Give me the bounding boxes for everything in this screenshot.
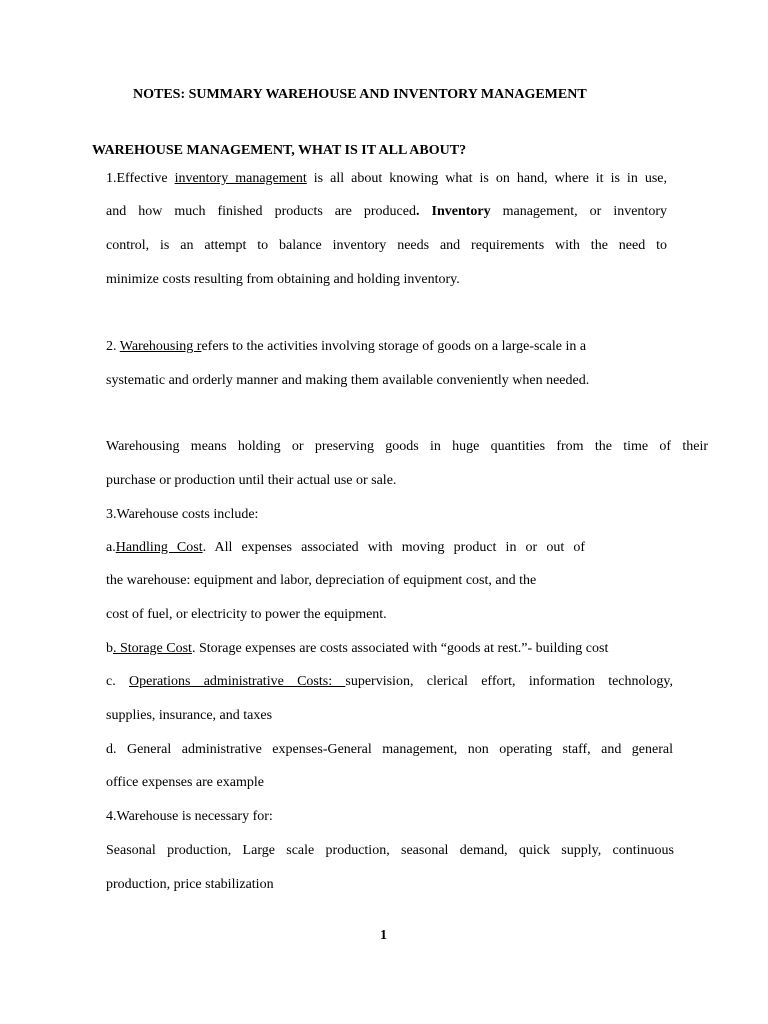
- storage-cost-line: [106, 640, 608, 658]
- p1-line-1: [106, 170, 667, 188]
- handling-cost-term: Handling Cost: [115, 540, 203, 555]
- storage-cost-suffix: . Storage expenses are costs associated with “goods at rest.”- building cost: [191, 641, 609, 656]
- operations-cost-term: Operations administrative Costs:: [129, 674, 346, 689]
- p2-line-1: [106, 338, 586, 356]
- p1-line-2-dot: .: [415, 204, 420, 219]
- general-admin-line-2: office expenses are example: [106, 775, 264, 790]
- inventory-bold-term: Inventory: [419, 204, 491, 219]
- p4-heading: 3.Warehouse costs include:: [106, 507, 259, 522]
- p2-line-1-prefix: 2.: [106, 339, 120, 354]
- p2-line-2: systematic and orderly manner and making them available conveniently when needed.: [106, 373, 590, 388]
- p1-line-3: control, is an attempt to balance inventory needs and requirements with the need to: [106, 238, 667, 253]
- p5-line-3: production, price stabilization: [106, 877, 274, 892]
- p1-line-4: minimize costs resulting from obtaining and holding inventory.: [106, 272, 460, 287]
- p1-line-1-prefix: 1.Effective: [106, 171, 175, 186]
- p1-line-1-suffix: is all about knowing what is on hand, where it is in use,: [306, 171, 667, 186]
- handling-cost-prefix: a.: [106, 540, 116, 555]
- p3-line-1: Warehousing means holding or preserving goods in huge quantities from the time of their: [106, 439, 708, 454]
- handling-cost-line-2: the warehouse: equipment and labor, depreciation of equipment cost, and the: [106, 573, 537, 588]
- operations-cost-line-2: supplies, insurance, and taxes: [106, 708, 273, 723]
- p1-line-2-suffix: management, or inventory: [490, 204, 667, 219]
- p5-heading: 4.Warehouse is necessary for:: [106, 809, 273, 824]
- p2-line-1-suffix: efers to the activities involving storage of goods on a large-scale in a: [201, 339, 587, 354]
- general-admin-line-1: d. General administrative expenses-General management, non operating staff, and general: [106, 742, 673, 757]
- section-heading: WAREHOUSE MANAGEMENT, WHAT IS IT ALL ABOUT?: [92, 143, 467, 158]
- handling-cost-suffix: . All expenses associated with moving product in or out of: [202, 540, 585, 555]
- handling-cost-line-1: [106, 539, 585, 557]
- storage-cost-prefix: b: [106, 641, 113, 656]
- page-number: 1: [380, 928, 387, 943]
- inventory-management-term: inventory management: [174, 171, 307, 186]
- p1-line-2: [106, 203, 667, 221]
- handling-cost-line-3: cost of fuel, or electricity to power the equipment.: [106, 607, 387, 622]
- p1-line-2-prefix: and how much finished products are produced: [106, 204, 416, 219]
- p3-line-2: purchase or production until their actual use or sale.: [106, 473, 397, 488]
- document-title: NOTES: SUMMARY WAREHOUSE AND INVENTORY MANAGEMENT: [133, 87, 587, 102]
- storage-cost-term: . Storage Cost: [113, 641, 192, 656]
- p5-line-2: Seasonal production, Large scale production, seasonal demand, quick supply, continuous: [106, 843, 674, 858]
- operations-cost-prefix: c.: [106, 674, 129, 689]
- operations-cost-line-1: [106, 673, 673, 691]
- warehousing-term: Warehousing r: [119, 339, 202, 354]
- operations-cost-suffix: supervision, clerical effort, information technology,: [345, 674, 673, 689]
